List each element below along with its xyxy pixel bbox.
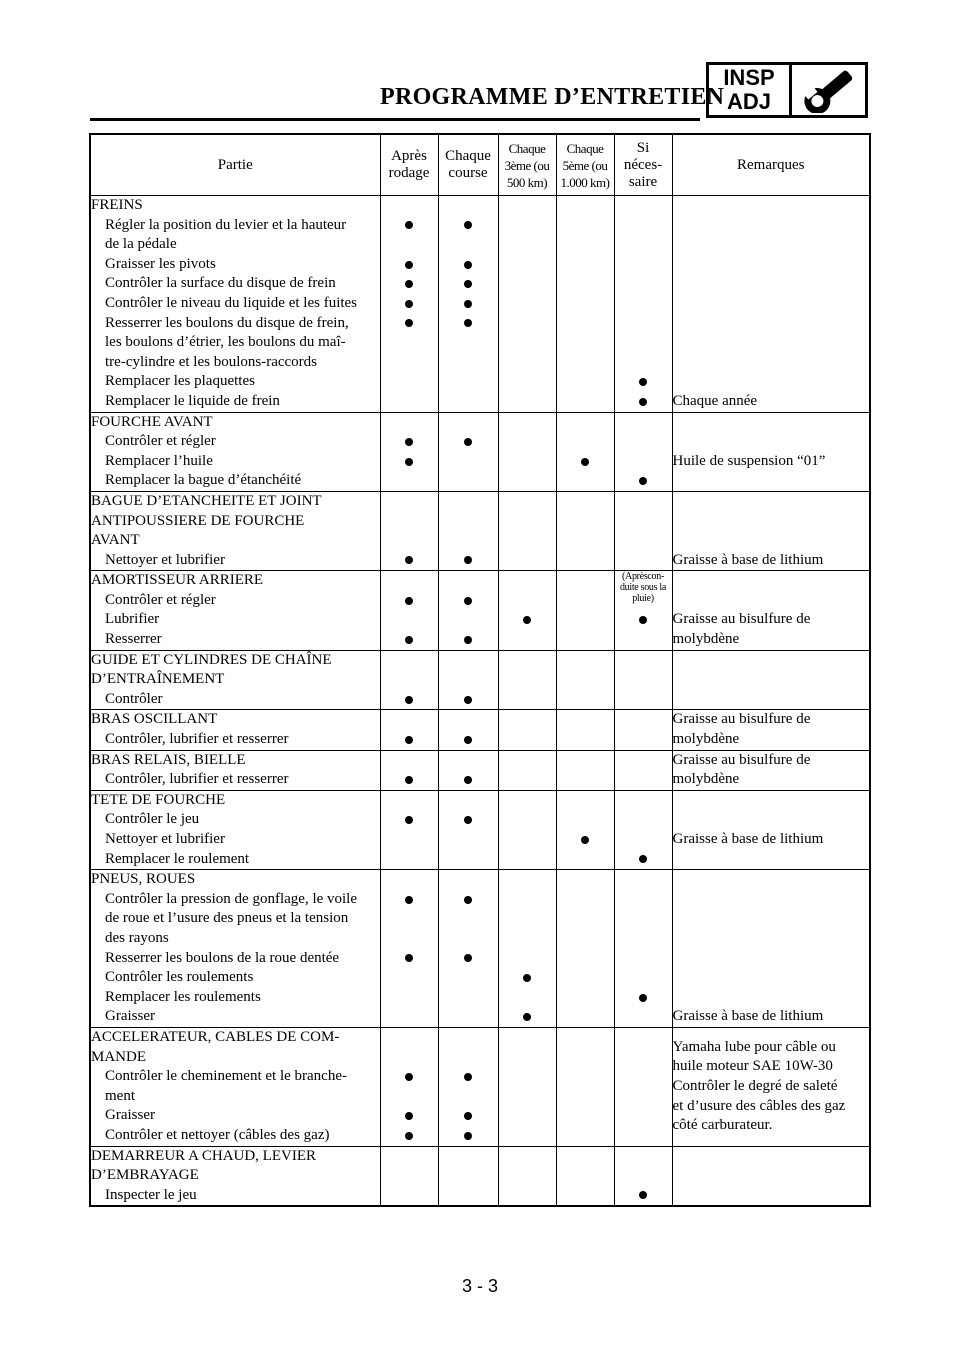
item-text: Contrôler le cheminement et le branche- — [105, 1068, 347, 1085]
item-text: Inspecter le jeu — [105, 1186, 197, 1203]
mark-cell-chaque-course — [438, 1146, 498, 1206]
table-row — [90, 412, 870, 491]
bullet-mark — [405, 896, 413, 904]
remark-text: molybdène — [672, 771, 740, 788]
mark-cell-chaque-3eme — [498, 650, 556, 710]
remark-text: Yamaha lube pour câble ou — [672, 1038, 836, 1055]
mark-cell-chaque-course — [438, 491, 498, 570]
item-text: Contrôler, lubrifier et resserrer — [105, 771, 289, 788]
part-cell — [90, 1146, 380, 1206]
bullet-mark — [464, 954, 472, 962]
mark-cell-chaque-5eme — [556, 870, 614, 1028]
bullet-mark — [464, 556, 472, 564]
bullet-mark — [464, 221, 472, 229]
section-title: DEMARREUR A CHAUD, LEVIER — [91, 1147, 317, 1164]
bullet-mark — [405, 1132, 413, 1140]
mark-cell-apres-rodage — [380, 790, 438, 869]
mark-cell-si-necessaire — [614, 870, 672, 1028]
part-cell — [90, 790, 380, 869]
section-title: PNEUS, ROUES — [91, 871, 196, 888]
mark-cell-chaque-course — [438, 750, 498, 790]
table-row — [90, 1146, 870, 1206]
section-title: GUIDE ET CYLINDRES DE CHAÎNE — [91, 651, 332, 668]
item-text: Régler la position du levier et la hauteur — [105, 216, 347, 233]
bullet-mark — [464, 261, 472, 269]
mark-cell-si-necessaire — [614, 750, 672, 790]
si-note: (Aprèscon-duite sous la pluie) — [619, 571, 667, 605]
insp-adj-badge — [706, 62, 868, 118]
mark-cell-apres-rodage — [380, 750, 438, 790]
col-header-remarques: Remarques — [672, 134, 870, 196]
mark-cell-chaque-3eme — [498, 870, 556, 1028]
item-text: Contrôler — [105, 690, 163, 707]
mark-cell-si-necessaire — [614, 1027, 672, 1146]
bullet-mark — [464, 776, 472, 784]
item-text: de la pédale — [105, 236, 177, 253]
mark-cell-chaque-course — [438, 710, 498, 750]
col-header-si-necessaire: Si néces- saire — [614, 134, 672, 196]
item-text: Contrôler le niveau du liquide et les fuites — [105, 294, 358, 311]
item-text: tre-cylindre et les boulons-raccords — [105, 353, 317, 370]
mark-cell-si-necessaire — [614, 1146, 672, 1206]
table-row — [90, 491, 870, 570]
item-text: Remplacer le liquide de frein — [105, 392, 280, 409]
table-row — [90, 750, 870, 790]
table-row — [90, 870, 870, 1028]
bullet-mark — [405, 556, 413, 564]
remark-cell — [672, 870, 870, 1028]
item-text: Remplacer l’huile — [105, 452, 213, 469]
mark-cell-chaque-3eme — [498, 196, 556, 413]
badge-line-adj: ADJ — [726, 89, 771, 114]
bullet-mark — [464, 696, 472, 704]
remark-cell — [672, 196, 870, 413]
section-title: D’EMBRAYAGE — [91, 1167, 199, 1184]
item-text: Remplacer le roulement — [105, 850, 250, 867]
remark-text: Graisse au bisulfure de — [672, 751, 811, 768]
bullet-mark — [405, 438, 413, 446]
mark-cell-si-necessaire — [614, 571, 672, 650]
bullet-mark — [405, 597, 413, 605]
section-title: FREINS — [91, 197, 143, 213]
bullet-mark — [405, 221, 413, 229]
item-text: Remplacer les roulements — [105, 988, 261, 1005]
item-text: Nettoyer et lubrifier — [105, 551, 225, 568]
part-cell — [90, 412, 380, 491]
mark-cell-chaque-5eme — [556, 790, 614, 869]
bullet-mark — [523, 1013, 531, 1021]
remark-cell — [672, 790, 870, 869]
mark-cell-chaque-course — [438, 870, 498, 1028]
bullet-mark — [405, 696, 413, 704]
mark-cell-chaque-5eme — [556, 750, 614, 790]
bullet-mark — [523, 616, 531, 624]
bullet-mark — [581, 458, 589, 466]
mark-cell-chaque-3eme — [498, 1027, 556, 1146]
mark-cell-apres-rodage — [380, 491, 438, 570]
badge-line-insp: INSP — [723, 65, 775, 90]
bullet-mark — [639, 378, 647, 386]
remark-text: Graisse au bisulfure de — [672, 611, 811, 628]
bullet-mark — [405, 636, 413, 644]
bullet-mark — [464, 1132, 472, 1140]
bullet-mark — [464, 1112, 472, 1120]
part-cell — [90, 491, 380, 570]
remark-cell — [672, 412, 870, 491]
mark-cell-apres-rodage — [380, 710, 438, 750]
page-title: PROGRAMME D’ENTRETIEN — [380, 84, 725, 110]
item-text: Contrôler la pression de gonflage, le voile — [105, 890, 358, 907]
col-header-chaque-5eme: Chaque 5ème (ou 1.000 km) — [556, 134, 614, 196]
col-header-apres: Après rodage — [380, 134, 438, 196]
table-header-row — [90, 134, 870, 196]
mark-cell-chaque-3eme — [498, 790, 556, 869]
remark-text: Huile de suspension “01” — [672, 452, 826, 469]
col-header-chaque-course: Chaque course — [438, 134, 498, 196]
mark-cell-si-necessaire — [614, 790, 672, 869]
mark-cell-chaque-5eme — [556, 571, 614, 650]
item-text: Remplacer les plaquettes — [105, 373, 255, 390]
remark-cell — [672, 650, 870, 710]
item-text: Remplacer la bague d’étanchéité — [105, 472, 302, 489]
bullet-mark — [405, 300, 413, 308]
bullet-mark — [464, 280, 472, 288]
part-cell — [90, 750, 380, 790]
section-title: BRAS RELAIS, BIELLE — [91, 751, 246, 768]
table-row — [90, 571, 870, 650]
section-title: TETE DE FOURCHE — [91, 791, 226, 808]
wrench-icon — [792, 65, 865, 115]
remark-text: huile moteur SAE 10W-30 — [672, 1058, 833, 1075]
table-row — [90, 196, 870, 413]
maintenance-table — [89, 133, 871, 1207]
item-text: Resserrer — [105, 631, 162, 648]
mark-cell-chaque-course — [438, 790, 498, 869]
mark-cell-si-necessaire — [614, 710, 672, 750]
col-header-chaque-3eme: Chaque 3ème (ou 500 km) — [498, 134, 556, 196]
mark-cell-chaque-course — [438, 412, 498, 491]
mark-cell-chaque-5eme — [556, 650, 614, 710]
mark-cell-apres-rodage — [380, 870, 438, 1028]
bullet-mark — [464, 319, 472, 327]
mark-cell-si-necessaire — [614, 412, 672, 491]
mark-cell-chaque-5eme — [556, 1027, 614, 1146]
remark-text: côté carburateur. — [672, 1117, 773, 1134]
mark-cell-chaque-5eme — [556, 412, 614, 491]
item-text: Contrôler et nettoyer (câbles des gaz) — [105, 1126, 330, 1143]
bullet-mark — [405, 319, 413, 327]
bullet-mark — [405, 458, 413, 466]
part-cell — [90, 1027, 380, 1146]
section-title: MANDE — [91, 1048, 146, 1065]
mark-cell-chaque-5eme — [556, 1146, 614, 1206]
bullet-mark — [405, 1112, 413, 1120]
section-title: AMORTISSEUR ARRIERE — [91, 572, 264, 589]
mark-cell-chaque-course — [438, 571, 498, 650]
bullet-mark — [639, 855, 647, 863]
item-text: des rayons — [105, 929, 169, 946]
mark-cell-chaque-5eme — [556, 491, 614, 570]
remark-text: Graisse à base de lithium — [672, 551, 824, 568]
section-title: ANTIPOUSSIERE DE FOURCHE — [91, 512, 305, 529]
mark-cell-chaque-course — [438, 1027, 498, 1146]
item-text: Contrôler et régler — [105, 433, 216, 450]
remark-text: molybdène — [672, 731, 740, 748]
bullet-mark — [464, 1073, 472, 1081]
mark-cell-apres-rodage — [380, 1027, 438, 1146]
bullet-mark — [464, 816, 472, 824]
bullet-mark — [405, 954, 413, 962]
item-text: Graisser — [105, 1107, 155, 1124]
bullet-mark — [405, 736, 413, 744]
page-number: 3 - 3 — [461, 1276, 499, 1296]
section-title: ACCELERATEUR, CABLES DE COM- — [91, 1028, 340, 1045]
mark-cell-chaque-3eme — [498, 491, 556, 570]
part-cell — [90, 710, 380, 750]
remark-cell — [672, 491, 870, 570]
title-rule — [90, 118, 700, 121]
mark-cell-chaque-3eme — [498, 1146, 556, 1206]
part-cell — [90, 870, 380, 1028]
remark-text: Graisse à base de lithium — [672, 1008, 824, 1025]
part-cell — [90, 196, 380, 413]
remark-text: Chaque année — [672, 392, 758, 409]
item-text: de roue et l’usure des pneus et la tension — [105, 910, 349, 927]
remark-text: Graisse au bisulfure de — [672, 711, 811, 728]
bullet-mark — [405, 261, 413, 269]
item-text: Graisser les pivots — [105, 255, 216, 272]
remark-text: molybdène — [672, 631, 740, 648]
bullet-mark — [639, 616, 647, 624]
mark-cell-chaque-3eme — [498, 710, 556, 750]
item-text: Contrôler et régler — [105, 591, 216, 608]
remark-text: et d’usure des câbles des gaz — [672, 1097, 846, 1114]
bullet-mark — [464, 896, 472, 904]
mark-cell-si-necessaire — [614, 196, 672, 413]
mark-cell-si-necessaire — [614, 650, 672, 710]
table-row — [90, 790, 870, 869]
mark-cell-chaque-5eme — [556, 196, 614, 413]
section-title: FOURCHE AVANT — [91, 413, 213, 430]
bullet-mark — [405, 1073, 413, 1081]
item-text: Contrôler la surface du disque de frein — [105, 275, 336, 292]
bullet-mark — [405, 816, 413, 824]
remark-cell — [672, 710, 870, 750]
bullet-mark — [639, 1191, 647, 1199]
item-text: Contrôler le jeu — [105, 811, 200, 828]
bullet-mark — [464, 300, 472, 308]
mark-cell-apres-rodage — [380, 1146, 438, 1206]
item-text: Lubrifier — [105, 611, 160, 628]
remark-cell — [672, 1146, 870, 1206]
table-row — [90, 710, 870, 750]
mark-cell-chaque-course — [438, 196, 498, 413]
item-text: Resserrer les boulons du disque de frein, — [105, 314, 349, 331]
remark-text: Contrôler le degré de saleté — [672, 1077, 838, 1094]
section-title: D’ENTRAÎNEMENT — [91, 671, 225, 688]
bullet-mark — [464, 438, 472, 446]
bullet-mark — [464, 597, 472, 605]
mark-cell-chaque-3eme — [498, 412, 556, 491]
item-text: Contrôler, lubrifier et resserrer — [105, 731, 289, 748]
item-text: ment — [105, 1087, 135, 1104]
item-text: Resserrer les boulons de la roue dentée — [105, 949, 340, 966]
part-cell — [90, 571, 380, 650]
bullet-mark — [639, 994, 647, 1002]
remark-cell — [672, 750, 870, 790]
mark-cell-chaque-5eme — [556, 710, 614, 750]
bullet-mark — [405, 776, 413, 784]
item-text: Graisser — [105, 1008, 155, 1025]
remark-cell — [672, 1027, 870, 1146]
section-title: BRAS OSCILLANT — [91, 711, 218, 728]
col-header-part: Partie — [90, 134, 380, 196]
item-text: les boulons d’étrier, les boulons du maî- — [105, 334, 346, 351]
mark-cell-chaque-3eme — [498, 571, 556, 650]
mark-cell-apres-rodage — [380, 196, 438, 413]
mark-cell-apres-rodage — [380, 650, 438, 710]
bullet-mark — [405, 280, 413, 288]
bullet-mark — [639, 477, 647, 485]
bullet-mark — [464, 636, 472, 644]
mark-cell-chaque-3eme — [498, 750, 556, 790]
section-title: AVANT — [91, 532, 140, 549]
bullet-mark — [464, 736, 472, 744]
remark-text: Graisse à base de lithium — [672, 831, 824, 847]
mark-cell-apres-rodage — [380, 412, 438, 491]
mark-cell-apres-rodage — [380, 571, 438, 650]
section-title: BAGUE D’ETANCHEITE ET JOINT — [91, 492, 322, 509]
mark-cell-si-necessaire — [614, 491, 672, 570]
table-row — [90, 650, 870, 710]
bullet-mark — [581, 836, 589, 844]
part-cell — [90, 650, 380, 710]
bullet-mark — [523, 974, 531, 982]
item-text: Nettoyer et lubrifier — [105, 831, 225, 847]
table-row — [90, 1027, 870, 1146]
remark-cell — [672, 571, 870, 650]
mark-cell-chaque-course — [438, 650, 498, 710]
bullet-mark — [639, 398, 647, 406]
item-text: Contrôler les roulements — [105, 969, 254, 986]
